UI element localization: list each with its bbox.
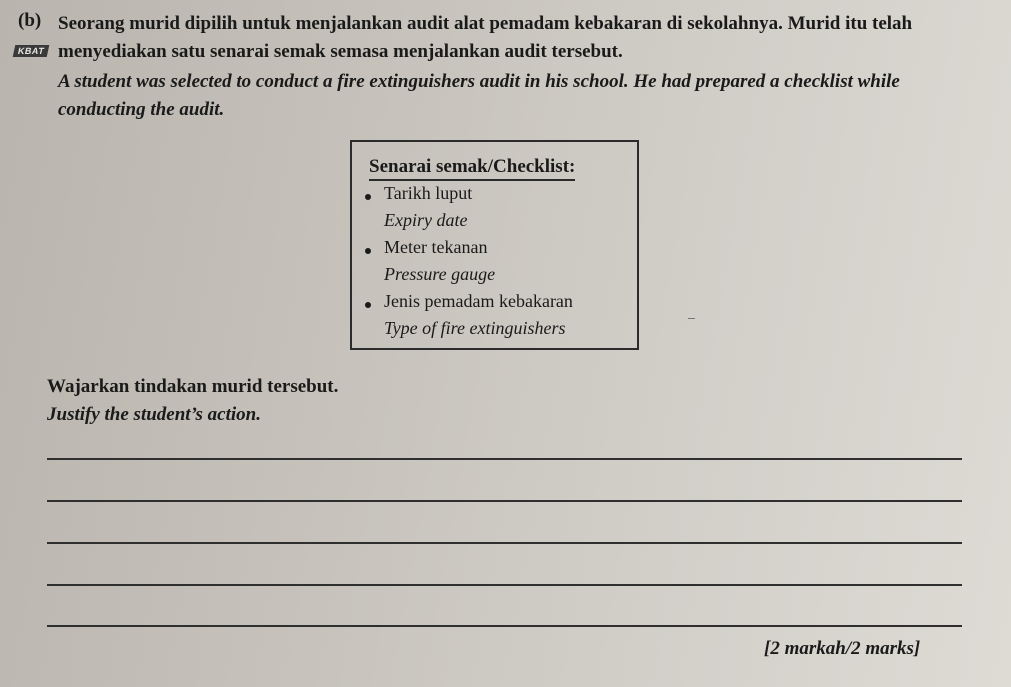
answer-line[interactable] bbox=[47, 500, 962, 502]
question-text-english: A student was selected to conduct a fire extinguishers audit in his school. He had prepared a checklist while conducting the audit. bbox=[58, 71, 900, 120]
bullet-icon bbox=[365, 302, 371, 308]
question-text-malay: Seorang murid dipilih untuk menjalankan audit alat pemadam kebakaran di sekolahnya. Murid itu telah menyediakan satu senarai semak semasa menjalankan audit tersebut. bbox=[58, 13, 913, 62]
instruction-malay: Wajarkan tindakan murid tersebut. bbox=[47, 376, 339, 397]
kbat-badge: KBAT bbox=[13, 45, 50, 57]
checklist-item-malay: Tarikh luput bbox=[384, 183, 473, 203]
checklist-item-english: Type of fire extinguishers bbox=[384, 318, 566, 338]
answer-line[interactable] bbox=[47, 458, 962, 460]
instruction-english: Justify the student’s action. bbox=[47, 404, 261, 425]
answer-line[interactable] bbox=[47, 542, 962, 544]
question-label: (b) bbox=[18, 10, 42, 31]
checklist-item-malay: Jenis pemadam kebakaran bbox=[384, 291, 573, 311]
bullet-icon bbox=[365, 248, 371, 254]
checklist-title: Senarai semak/Checklist: bbox=[369, 156, 575, 181]
marks-label: [2 markah/2 marks] bbox=[764, 638, 921, 659]
bullet-icon bbox=[365, 194, 371, 200]
checklist-item-malay: Meter tekanan bbox=[384, 237, 488, 257]
checklist-item-english: Pressure gauge bbox=[384, 264, 496, 284]
checklist-item-english: Expiry date bbox=[384, 210, 468, 230]
answer-line[interactable] bbox=[47, 625, 962, 627]
checklist-box bbox=[350, 140, 639, 350]
answer-line[interactable] bbox=[47, 584, 962, 586]
stray-pen-mark bbox=[688, 318, 695, 319]
